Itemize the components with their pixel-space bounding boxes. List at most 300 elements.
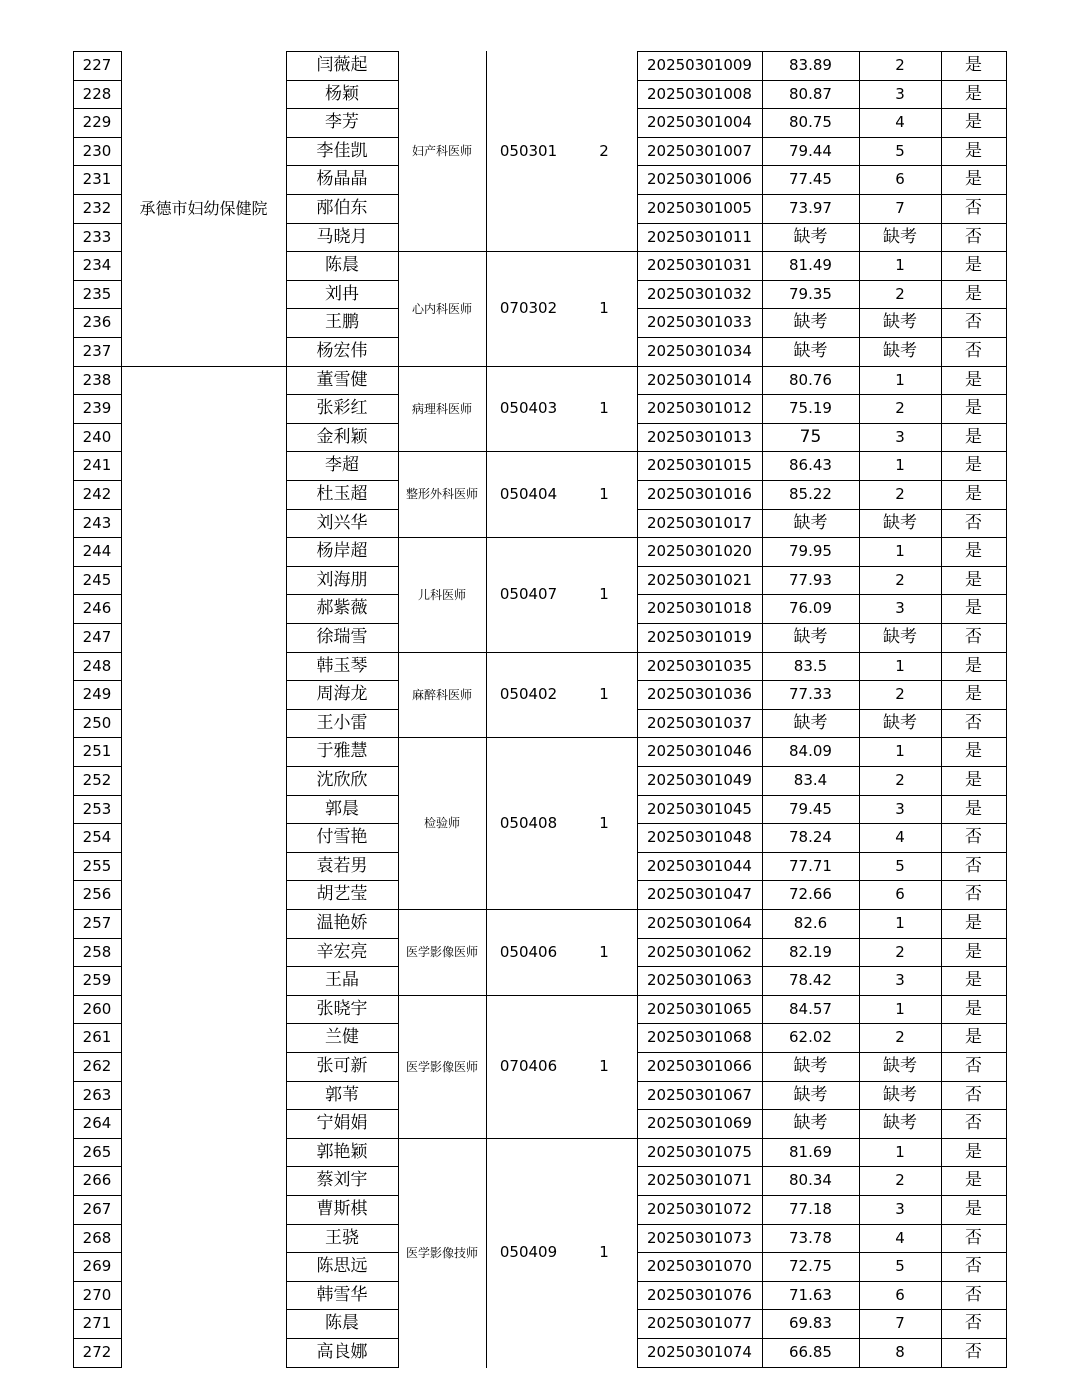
row-seq: 235 (82, 284, 112, 303)
rank: 2 (895, 399, 905, 417)
enter-next-stage: 是 (965, 484, 982, 504)
enter-next-stage: 是 (965, 1199, 982, 1219)
enter-next-stage: 是 (965, 426, 982, 447)
row-seq: 263 (82, 1085, 112, 1104)
hiring-count: 1 (599, 585, 609, 603)
ticket-number: 20250301048 (647, 828, 752, 846)
candidate-name: 邴伯东 (316, 198, 368, 218)
candidate-name: 陈思远 (316, 1256, 368, 1276)
rank: 1 (895, 914, 905, 932)
enter-next-stage: 是 (965, 913, 982, 933)
ticket-number: 20250301017 (647, 513, 752, 532)
position-code: 070406 (499, 1057, 558, 1075)
exam-score: 缺考 (793, 1056, 828, 1076)
exam-score: 83.89 (789, 56, 832, 74)
rank: 6 (895, 1285, 905, 1304)
exam-score: 80.76 (789, 370, 832, 389)
ticket-number: 20250301067 (647, 1085, 752, 1104)
rank: 3 (895, 84, 905, 103)
enter-next-stage: 否 (965, 1056, 982, 1076)
candidate-name: 曹斯棋 (316, 1199, 368, 1219)
exam-score: 76.09 (789, 599, 832, 617)
exam-score: 66.85 (789, 1343, 832, 1361)
rank: 3 (895, 1200, 905, 1218)
ticket-number: 20250301011 (647, 227, 752, 246)
ticket-number: 20250301015 (647, 456, 752, 474)
position-name: 医学影像医师 (405, 945, 478, 959)
row-seq: 231 (82, 170, 112, 188)
position-code: 050409 (499, 1243, 558, 1261)
exam-score: 72.66 (789, 885, 832, 903)
candidate-name: 王鹏 (325, 312, 359, 332)
exam-score: 86.43 (789, 456, 832, 474)
ticket-number: 20250301032 (647, 284, 752, 303)
exam-score: 75 (799, 426, 822, 447)
enter-next-stage: 是 (965, 83, 982, 104)
candidate-name: 温艳娇 (316, 913, 368, 933)
position-code: 070302 (499, 299, 558, 317)
exam-score: 75.19 (789, 399, 832, 417)
enter-next-stage: 是 (965, 798, 982, 819)
position-name: 麻醉科医师 (411, 687, 472, 702)
enter-next-stage: 是 (965, 112, 982, 132)
unit-name: 承德市妇幼保健院 (139, 198, 268, 218)
enter-next-stage: 否 (965, 1342, 982, 1362)
rank: 4 (895, 1228, 905, 1247)
col-rule (1006, 51, 1007, 1368)
enter-next-stage: 是 (965, 398, 982, 418)
hiring-count: 1 (599, 685, 609, 703)
ticket-number: 20250301009 (647, 56, 752, 74)
position-name: 整形外科医师 (405, 487, 478, 501)
exam-score: 84.09 (789, 742, 832, 760)
enter-next-stage: 是 (965, 1141, 982, 1162)
rank: 2 (895, 685, 905, 703)
hiring-count: 1 (599, 942, 609, 961)
candidate-name: 杜玉超 (316, 484, 368, 504)
row-seq: 236 (82, 313, 112, 331)
enter-next-stage: 否 (965, 884, 982, 904)
exam-score: 77.71 (789, 856, 832, 875)
candidate-name: 胡艺莹 (316, 884, 368, 904)
enter-next-stage: 否 (965, 312, 982, 332)
rank: 2 (895, 570, 905, 589)
rank: 2 (895, 1171, 905, 1189)
candidate-name: 郭晨 (325, 798, 359, 819)
ticket-number: 20250301068 (647, 1028, 752, 1046)
exam-score: 84.57 (789, 999, 832, 1018)
row-seq: 237 (82, 342, 112, 360)
candidate-name: 兰健 (325, 1027, 359, 1047)
ticket-number: 20250301075 (647, 1142, 752, 1161)
ticket-number: 20250301065 (647, 999, 752, 1018)
rank: 1 (895, 542, 905, 560)
rank: 缺考 (883, 627, 917, 647)
enter-next-stage: 否 (965, 1284, 982, 1305)
candidate-name: 张晓宇 (316, 998, 368, 1019)
exam-score: 79.35 (789, 284, 832, 303)
candidate-name: 李佳凯 (316, 140, 368, 161)
row-seq: 253 (82, 799, 112, 818)
rank: 5 (895, 856, 905, 875)
row-seq: 255 (82, 856, 112, 875)
rank: 2 (895, 485, 905, 503)
rank: 5 (895, 141, 905, 160)
ticket-number: 20250301036 (647, 685, 752, 703)
row-seq: 242 (82, 485, 112, 503)
exam-score: 缺考 (793, 226, 828, 247)
enter-next-stage: 是 (965, 140, 982, 161)
rank: 2 (895, 284, 905, 303)
position-name: 检验师 (423, 816, 460, 830)
row-rule-seq (73, 1367, 122, 1368)
candidate-name: 陈晨 (325, 1313, 359, 1333)
exam-score: 73.97 (789, 199, 832, 217)
row-seq: 256 (82, 885, 112, 903)
exam-score: 81.69 (789, 1142, 832, 1161)
ticket-number: 20250301045 (647, 799, 752, 818)
enter-next-stage: 是 (965, 55, 982, 75)
rank: 7 (895, 1314, 905, 1332)
exam-score: 73.78 (789, 1228, 832, 1247)
rank: 8 (895, 1343, 905, 1361)
ticket-number: 20250301019 (647, 628, 752, 646)
candidate-name: 于雅慧 (316, 741, 368, 761)
enter-next-stage: 否 (965, 1113, 982, 1133)
rank: 3 (895, 799, 905, 818)
ticket-number: 20250301035 (647, 656, 752, 675)
rank: 缺考 (883, 512, 917, 533)
row-seq: 257 (82, 914, 112, 932)
candidate-name: 郭艳颖 (316, 1141, 368, 1162)
enter-next-stage: 否 (965, 627, 982, 647)
candidate-name: 付雪艳 (316, 827, 368, 847)
exam-score: 81.49 (789, 256, 832, 274)
candidate-name: 李超 (325, 455, 359, 475)
exam-score: 78.42 (789, 971, 832, 989)
rank: 1 (895, 256, 905, 274)
row-seq: 229 (82, 113, 112, 131)
row-rule-results (637, 1367, 1007, 1368)
row-seq: 241 (82, 456, 112, 474)
exam-score: 80.34 (789, 1171, 832, 1189)
ticket-number: 20250301069 (647, 1114, 752, 1132)
candidate-name: 王小雷 (316, 712, 368, 733)
row-seq: 233 (82, 227, 112, 246)
hiring-count: 1 (599, 1057, 609, 1075)
candidate-name: 刘冉 (325, 283, 359, 304)
row-seq: 228 (82, 84, 112, 103)
ticket-number: 20250301070 (647, 1257, 752, 1275)
row-seq: 251 (82, 742, 112, 760)
ticket-number: 20250301033 (647, 313, 752, 331)
candidate-name: 金利颖 (316, 426, 368, 447)
exam-score: 62.02 (789, 1028, 832, 1046)
enter-next-stage: 否 (965, 226, 982, 247)
row-seq: 240 (82, 427, 112, 446)
row-seq: 262 (82, 1057, 112, 1075)
exam-score: 69.83 (789, 1314, 832, 1332)
row-seq: 248 (82, 656, 112, 675)
row-seq: 232 (82, 199, 112, 217)
candidate-name: 刘海朋 (316, 569, 368, 590)
ticket-number: 20250301077 (647, 1314, 752, 1332)
hiring-count: 2 (599, 141, 609, 160)
exam-score: 79.45 (789, 799, 832, 818)
rank: 5 (895, 1257, 905, 1275)
candidate-name: 董雪健 (316, 369, 368, 390)
ticket-number: 20250301020 (647, 542, 752, 560)
rank: 4 (895, 828, 905, 846)
exam-score: 80.75 (789, 113, 832, 131)
row-seq: 269 (82, 1257, 112, 1275)
exam-score: 85.22 (789, 485, 832, 503)
enter-next-stage: 是 (965, 970, 982, 990)
candidate-name: 闫薇起 (316, 55, 368, 75)
exam-score: 82.6 (793, 914, 828, 932)
row-seq: 266 (82, 1171, 112, 1189)
candidate-name: 徐瑞雪 (316, 627, 368, 647)
position-code: 050406 (499, 942, 558, 961)
rank: 2 (895, 771, 905, 789)
row-seq: 260 (82, 999, 112, 1018)
rank: 缺考 (883, 1084, 917, 1105)
exam-score: 83.4 (793, 771, 828, 789)
candidate-name: 李芳 (325, 112, 359, 132)
enter-next-stage: 是 (965, 283, 982, 304)
enter-next-stage: 否 (965, 1313, 982, 1333)
position-code: 050404 (499, 484, 558, 503)
ticket-number: 20250301072 (647, 1200, 752, 1218)
exam-score: 79.44 (789, 141, 832, 160)
rank: 1 (895, 999, 905, 1018)
candidate-name: 韩玉琴 (316, 655, 368, 676)
ticket-number: 20250301013 (647, 427, 752, 446)
rank: 2 (895, 1028, 905, 1046)
candidate-name: 袁若男 (316, 855, 368, 876)
enter-next-stage: 是 (965, 541, 982, 561)
candidate-name: 张彩红 (316, 398, 368, 418)
ticket-number: 20250301066 (647, 1057, 752, 1075)
hiring-count: 1 (599, 484, 609, 503)
hiring-count: 1 (599, 299, 609, 317)
enter-next-stage: 是 (965, 1027, 982, 1047)
row-seq: 272 (82, 1343, 112, 1361)
enter-next-stage: 是 (965, 941, 982, 962)
ticket-number: 20250301006 (647, 170, 752, 188)
ticket-number: 20250301044 (647, 856, 752, 875)
candidate-name: 宁娟娟 (316, 1113, 368, 1133)
position-code: 050301 (499, 141, 558, 160)
row-seq: 259 (82, 971, 112, 989)
exam-score: 82.19 (789, 942, 832, 961)
candidate-name: 高良娜 (316, 1342, 368, 1362)
enter-next-stage: 否 (965, 827, 982, 847)
ticket-number: 20250301063 (647, 971, 752, 989)
enter-next-stage: 是 (965, 770, 982, 790)
ticket-number: 20250301074 (647, 1343, 752, 1361)
position-name: 儿科医师 (417, 587, 466, 602)
enter-next-stage: 否 (965, 1084, 982, 1105)
rank: 3 (895, 599, 905, 617)
enter-next-stage: 是 (965, 1170, 982, 1190)
exam-score: 72.75 (789, 1257, 832, 1275)
enter-next-stage: 是 (965, 255, 982, 275)
candidate-name: 王骁 (325, 1227, 359, 1248)
row-seq: 261 (82, 1028, 112, 1046)
enter-next-stage: 是 (965, 598, 982, 618)
rank: 缺考 (883, 312, 917, 332)
hiring-count: 1 (599, 399, 609, 417)
enter-next-stage: 是 (965, 998, 982, 1019)
enter-next-stage: 否 (965, 198, 982, 218)
exam-score: 77.45 (789, 170, 832, 188)
exam-score: 缺考 (793, 341, 828, 361)
position-name: 妇产科医师 (411, 144, 472, 158)
row-seq: 252 (82, 771, 112, 789)
candidate-name: 杨岸超 (316, 541, 368, 561)
hiring-count: 1 (599, 813, 609, 832)
enter-next-stage: 是 (965, 169, 982, 189)
rank: 1 (895, 370, 905, 389)
position-code: 050403 (499, 399, 558, 417)
row-seq: 270 (82, 1285, 112, 1304)
candidate-name: 王晶 (325, 970, 359, 990)
exam-score: 缺考 (793, 1113, 828, 1133)
candidate-name: 郝紫薇 (316, 598, 368, 618)
enter-next-stage: 否 (965, 341, 982, 361)
row-seq: 258 (82, 942, 112, 961)
row-seq: 244 (82, 542, 112, 560)
candidate-name: 韩雪华 (316, 1284, 368, 1305)
ticket-number: 20250301031 (647, 256, 752, 274)
rank: 1 (895, 456, 905, 474)
row-seq: 268 (82, 1228, 112, 1247)
ticket-number: 20250301034 (647, 342, 752, 360)
row-seq: 247 (82, 628, 112, 646)
ticket-number: 20250301004 (647, 113, 752, 131)
exam-score: 缺考 (793, 512, 828, 533)
row-seq: 249 (82, 685, 112, 703)
candidate-name: 刘兴华 (316, 512, 368, 533)
ticket-number: 20250301016 (647, 485, 752, 503)
rank: 2 (895, 942, 905, 961)
row-seq: 230 (82, 141, 112, 160)
candidate-name: 陈晨 (325, 255, 359, 275)
rank: 7 (895, 199, 905, 217)
rank: 1 (895, 742, 905, 760)
ticket-number: 20250301037 (647, 713, 752, 732)
candidate-name: 周海龙 (316, 684, 368, 704)
position-code: 050407 (499, 585, 558, 603)
exam-score: 78.24 (789, 828, 832, 846)
ticket-number: 20250301047 (647, 885, 752, 903)
position-name: 病理科医师 (411, 401, 472, 416)
row-seq: 267 (82, 1200, 112, 1218)
rank: 缺考 (883, 1056, 917, 1076)
rank: 缺考 (883, 1113, 917, 1133)
ticket-number: 20250301049 (647, 771, 752, 789)
enter-next-stage: 否 (965, 1256, 982, 1276)
rank: 缺考 (883, 226, 917, 247)
ticket-number: 20250301062 (647, 942, 752, 961)
position-name: 医学影像医师 (405, 1059, 478, 1074)
ticket-number: 20250301073 (647, 1228, 752, 1247)
enter-next-stage: 是 (965, 455, 982, 475)
hiring-count: 1 (599, 1243, 609, 1261)
row-seq: 271 (82, 1314, 112, 1332)
row-seq: 234 (82, 256, 112, 274)
rank: 2 (895, 56, 905, 74)
row-seq: 245 (82, 570, 112, 589)
row-seq: 254 (82, 828, 112, 846)
position-code: 050408 (499, 813, 558, 832)
row-seq: 238 (82, 370, 112, 389)
exam-score: 79.95 (789, 542, 832, 560)
rank: 6 (895, 170, 905, 188)
candidate-name: 杨晶晶 (316, 169, 368, 189)
candidate-name: 郭苇 (325, 1084, 359, 1105)
exam-score: 77.93 (789, 570, 832, 589)
ticket-number: 20250301007 (647, 141, 752, 160)
rank: 6 (895, 885, 905, 903)
ticket-number: 20250301008 (647, 84, 752, 103)
enter-next-stage: 是 (965, 655, 982, 676)
ticket-number: 20250301076 (647, 1285, 752, 1304)
ticket-number: 20250301005 (647, 199, 752, 217)
enter-next-stage: 否 (965, 1227, 982, 1248)
ticket-number: 20250301046 (647, 742, 752, 760)
row-seq: 246 (82, 599, 112, 617)
candidate-name: 杨颖 (325, 83, 359, 104)
candidate-name: 杨宏伟 (316, 341, 368, 361)
row-seq: 227 (82, 56, 112, 74)
rank: 3 (895, 427, 905, 446)
rank: 1 (895, 656, 905, 675)
exam-score: 缺考 (793, 627, 828, 647)
exam-score: 77.33 (789, 685, 832, 703)
candidate-name: 马晓月 (316, 226, 368, 247)
exam-score: 缺考 (793, 1084, 828, 1105)
exam-score: 缺考 (793, 312, 828, 332)
rank: 缺考 (883, 712, 917, 733)
enter-next-stage: 否 (965, 512, 982, 533)
candidate-name: 蔡刘宇 (316, 1170, 368, 1190)
row-seq: 265 (82, 1142, 112, 1161)
ticket-number: 20250301014 (647, 370, 752, 389)
enter-next-stage: 是 (965, 569, 982, 590)
row-seq: 264 (82, 1114, 112, 1132)
rank: 3 (895, 971, 905, 989)
row-rule-name (286, 1367, 399, 1368)
ticket-number: 20250301018 (647, 599, 752, 617)
ticket-number: 20250301064 (647, 914, 752, 932)
enter-next-stage: 否 (965, 855, 982, 876)
enter-next-stage: 否 (965, 712, 982, 733)
exam-score: 缺考 (793, 712, 828, 733)
enter-next-stage: 是 (965, 369, 982, 390)
ticket-number: 20250301021 (647, 570, 752, 589)
row-seq: 239 (82, 399, 112, 417)
position-name: 医学影像技师 (405, 1245, 478, 1260)
candidate-name: 辛宏亮 (316, 941, 368, 962)
row-seq: 243 (82, 513, 112, 532)
ticket-number: 20250301071 (647, 1171, 752, 1189)
ticket-number: 20250301012 (647, 399, 752, 417)
rank: 缺考 (883, 341, 917, 361)
row-seq: 250 (82, 713, 112, 732)
rank: 1 (895, 1142, 905, 1161)
